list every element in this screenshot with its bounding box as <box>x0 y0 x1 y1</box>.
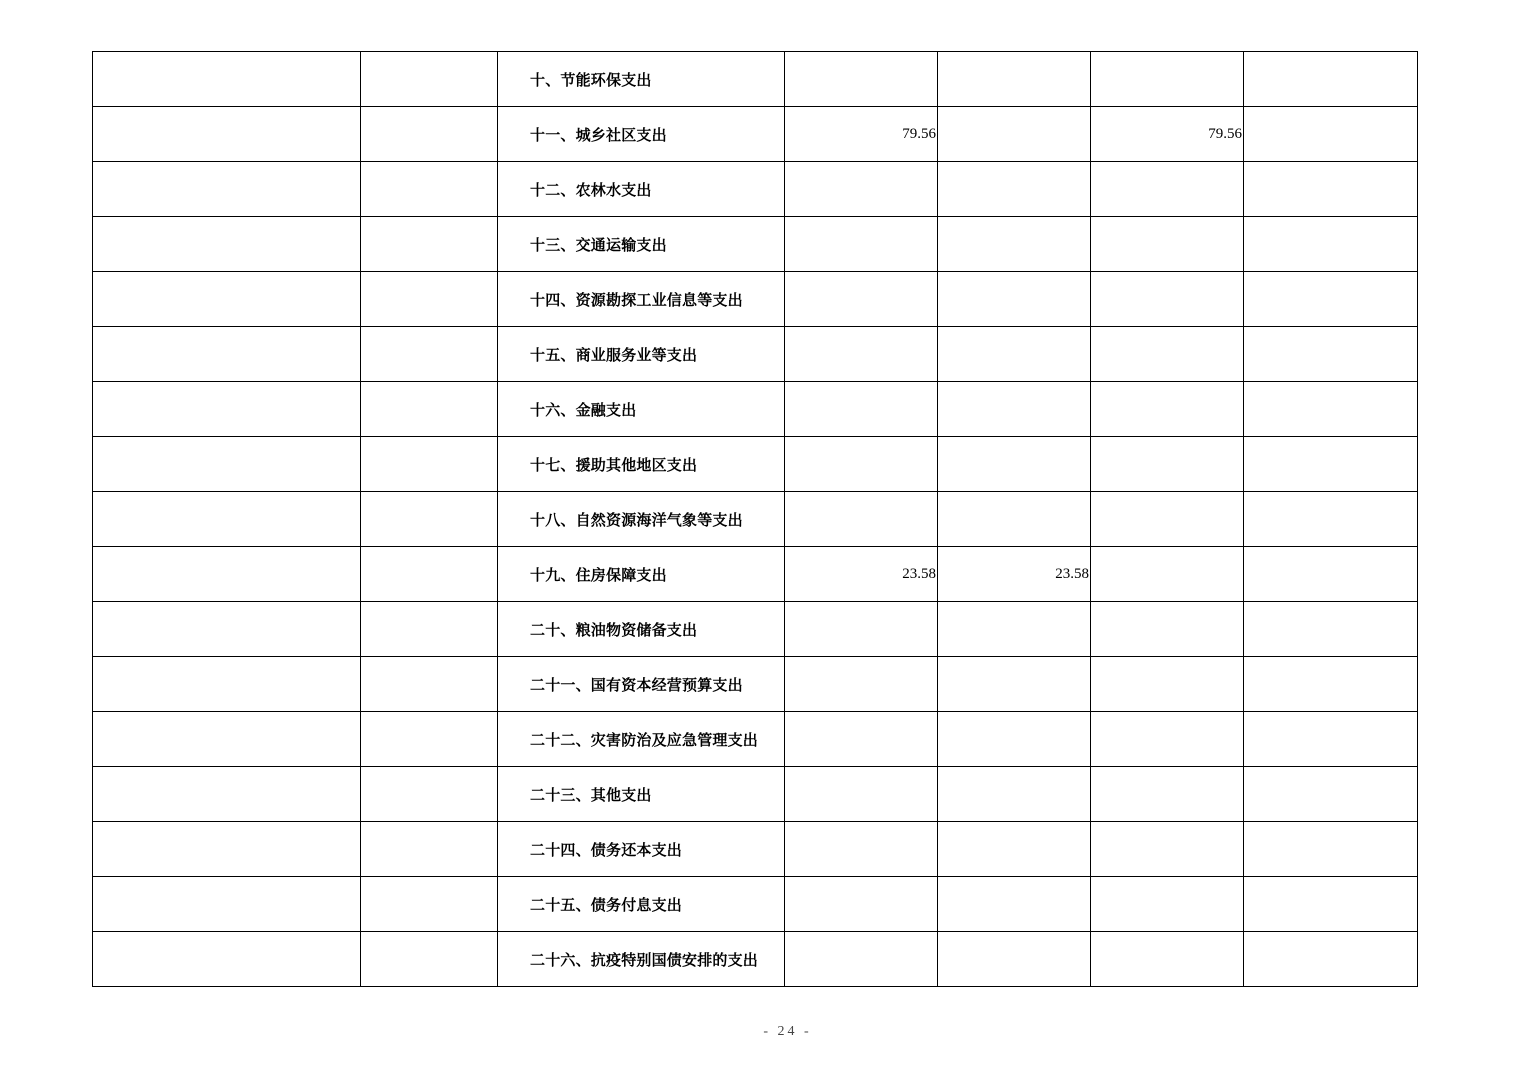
table-row <box>93 217 1418 272</box>
total-amount-cell <box>785 492 938 547</box>
table-row <box>93 52 1418 107</box>
general-budget-cell <box>938 767 1091 822</box>
table-row <box>93 767 1418 822</box>
income-amount-cell <box>361 327 498 382</box>
fund-budget-cell <box>1091 602 1244 657</box>
state-capital-budget-cell <box>1244 107 1418 162</box>
state-capital-budget-cell <box>1244 382 1418 437</box>
income-amount-cell <box>361 547 498 602</box>
total-amount-cell <box>785 932 938 987</box>
state-capital-budget-cell <box>1244 327 1418 382</box>
state-capital-budget-cell <box>1244 272 1418 327</box>
total-amount-cell <box>785 602 938 657</box>
table-row <box>93 162 1418 217</box>
fund-budget-cell <box>1091 877 1244 932</box>
expenditure-item-cell: 二十五、债务付息支出 <box>498 877 785 932</box>
income-amount-cell <box>361 877 498 932</box>
fund-budget-cell <box>1091 822 1244 877</box>
fund-budget-cell <box>1091 437 1244 492</box>
state-capital-budget-cell <box>1244 547 1418 602</box>
state-capital-budget-cell <box>1244 932 1418 987</box>
income-item-cell <box>93 492 361 547</box>
income-amount-cell <box>361 107 498 162</box>
expenditure-item-cell: 十、节能环保支出 <box>498 52 785 107</box>
expenditure-item-cell: 十一、城乡社区支出 <box>498 107 785 162</box>
total-amount-cell <box>785 382 938 437</box>
general-budget-cell <box>938 657 1091 712</box>
table-row <box>93 437 1418 492</box>
state-capital-budget-cell <box>1244 52 1418 107</box>
general-budget-cell <box>938 107 1091 162</box>
income-item-cell <box>93 602 361 657</box>
table-row <box>93 492 1418 547</box>
income-item-cell <box>93 547 361 602</box>
total-amount-cell <box>785 877 938 932</box>
table-row <box>93 657 1418 712</box>
expenditure-item-cell: 二十三、其他支出 <box>498 767 785 822</box>
total-amount-cell: 79.56 <box>785 107 938 162</box>
income-item-cell <box>93 162 361 217</box>
total-amount-cell <box>785 217 938 272</box>
table-row <box>93 712 1418 767</box>
general-budget-cell <box>938 822 1091 877</box>
state-capital-budget-cell <box>1244 162 1418 217</box>
table-body <box>93 52 1418 987</box>
income-item-cell <box>93 272 361 327</box>
income-item-cell <box>93 657 361 712</box>
total-amount-cell <box>785 767 938 822</box>
general-budget-cell <box>938 272 1091 327</box>
fund-budget-cell <box>1091 657 1244 712</box>
general-budget-cell: 23.58 <box>938 547 1091 602</box>
table-row <box>93 877 1418 932</box>
income-item-cell <box>93 107 361 162</box>
expenditure-item-cell: 十五、商业服务业等支出 <box>498 327 785 382</box>
income-item-cell <box>93 822 361 877</box>
table-row <box>93 107 1418 162</box>
total-amount-cell <box>785 822 938 877</box>
table-row <box>93 822 1418 877</box>
expenditure-item-cell: 十八、自然资源海洋气象等支出 <box>498 492 785 547</box>
general-budget-cell <box>938 492 1091 547</box>
expenditure-item-cell: 二十四、债务还本支出 <box>498 822 785 877</box>
expenditure-item-cell: 二十二、灾害防治及应急管理支出 <box>498 712 785 767</box>
income-item-cell <box>93 382 361 437</box>
general-budget-cell <box>938 52 1091 107</box>
fund-budget-cell: 79.56 <box>1091 107 1244 162</box>
income-item-cell <box>93 877 361 932</box>
general-budget-cell <box>938 712 1091 767</box>
total-amount-cell <box>785 712 938 767</box>
income-item-cell <box>93 932 361 987</box>
income-amount-cell <box>361 272 498 327</box>
general-budget-cell <box>938 602 1091 657</box>
income-amount-cell <box>361 52 498 107</box>
total-amount-cell <box>785 437 938 492</box>
fund-budget-cell <box>1091 327 1244 382</box>
state-capital-budget-cell <box>1244 437 1418 492</box>
state-capital-budget-cell <box>1244 822 1418 877</box>
total-amount-cell <box>785 162 938 217</box>
state-capital-budget-cell <box>1244 657 1418 712</box>
expenditure-item-cell: 十六、金融支出 <box>498 382 785 437</box>
fund-budget-cell <box>1091 52 1244 107</box>
income-amount-cell <box>361 217 498 272</box>
general-budget-cell <box>938 382 1091 437</box>
general-budget-cell <box>938 437 1091 492</box>
state-capital-budget-cell <box>1244 217 1418 272</box>
income-amount-cell <box>361 492 498 547</box>
fund-budget-cell <box>1091 547 1244 602</box>
state-capital-budget-cell <box>1244 712 1418 767</box>
fund-budget-cell <box>1091 162 1244 217</box>
fund-budget-cell <box>1091 217 1244 272</box>
general-budget-cell <box>938 327 1091 382</box>
income-amount-cell <box>361 657 498 712</box>
fund-budget-cell <box>1091 932 1244 987</box>
expenditure-item-cell: 十二、农林水支出 <box>498 162 785 217</box>
state-capital-budget-cell <box>1244 767 1418 822</box>
page-number: - 24 - <box>763 1024 812 1039</box>
table-row <box>93 272 1418 327</box>
table-row <box>93 602 1418 657</box>
income-amount-cell <box>361 712 498 767</box>
income-amount-cell <box>361 162 498 217</box>
budget-table <box>92 51 1418 987</box>
income-item-cell <box>93 767 361 822</box>
state-capital-budget-cell <box>1244 877 1418 932</box>
general-budget-cell <box>938 877 1091 932</box>
income-amount-cell <box>361 437 498 492</box>
table-row <box>93 382 1418 437</box>
general-budget-cell <box>938 932 1091 987</box>
general-budget-cell <box>938 162 1091 217</box>
total-amount-cell <box>785 272 938 327</box>
total-amount-cell <box>785 657 938 712</box>
state-capital-budget-cell <box>1244 492 1418 547</box>
total-amount-cell: 23.58 <box>785 547 938 602</box>
state-capital-budget-cell <box>1244 602 1418 657</box>
income-item-cell <box>93 437 361 492</box>
income-item-cell <box>93 712 361 767</box>
income-amount-cell <box>361 382 498 437</box>
expenditure-item-cell: 二十六、抗疫特别国债安排的支出 <box>498 932 785 987</box>
income-item-cell <box>93 52 361 107</box>
fund-budget-cell <box>1091 767 1244 822</box>
expenditure-item-cell: 二十一、国有资本经营预算支出 <box>498 657 785 712</box>
table-row <box>93 327 1418 382</box>
income-item-cell <box>93 217 361 272</box>
income-item-cell <box>93 327 361 382</box>
income-amount-cell <box>361 602 498 657</box>
fund-budget-cell <box>1091 712 1244 767</box>
expenditure-item-cell: 十七、援助其他地区支出 <box>498 437 785 492</box>
expenditure-item-cell: 十三、交通运输支出 <box>498 217 785 272</box>
fund-budget-cell <box>1091 382 1244 437</box>
income-amount-cell <box>361 767 498 822</box>
fund-budget-cell <box>1091 492 1244 547</box>
income-amount-cell <box>361 932 498 987</box>
table-row <box>93 547 1418 602</box>
fund-budget-cell <box>1091 272 1244 327</box>
total-amount-cell <box>785 52 938 107</box>
expenditure-item-cell: 十九、住房保障支出 <box>498 547 785 602</box>
expenditure-item-cell: 十四、资源勘探工业信息等支出 <box>498 272 785 327</box>
general-budget-cell <box>938 217 1091 272</box>
expenditure-item-cell: 二十、粮油物资储备支出 <box>498 602 785 657</box>
income-amount-cell <box>361 822 498 877</box>
total-amount-cell <box>785 327 938 382</box>
table-row <box>93 932 1418 987</box>
